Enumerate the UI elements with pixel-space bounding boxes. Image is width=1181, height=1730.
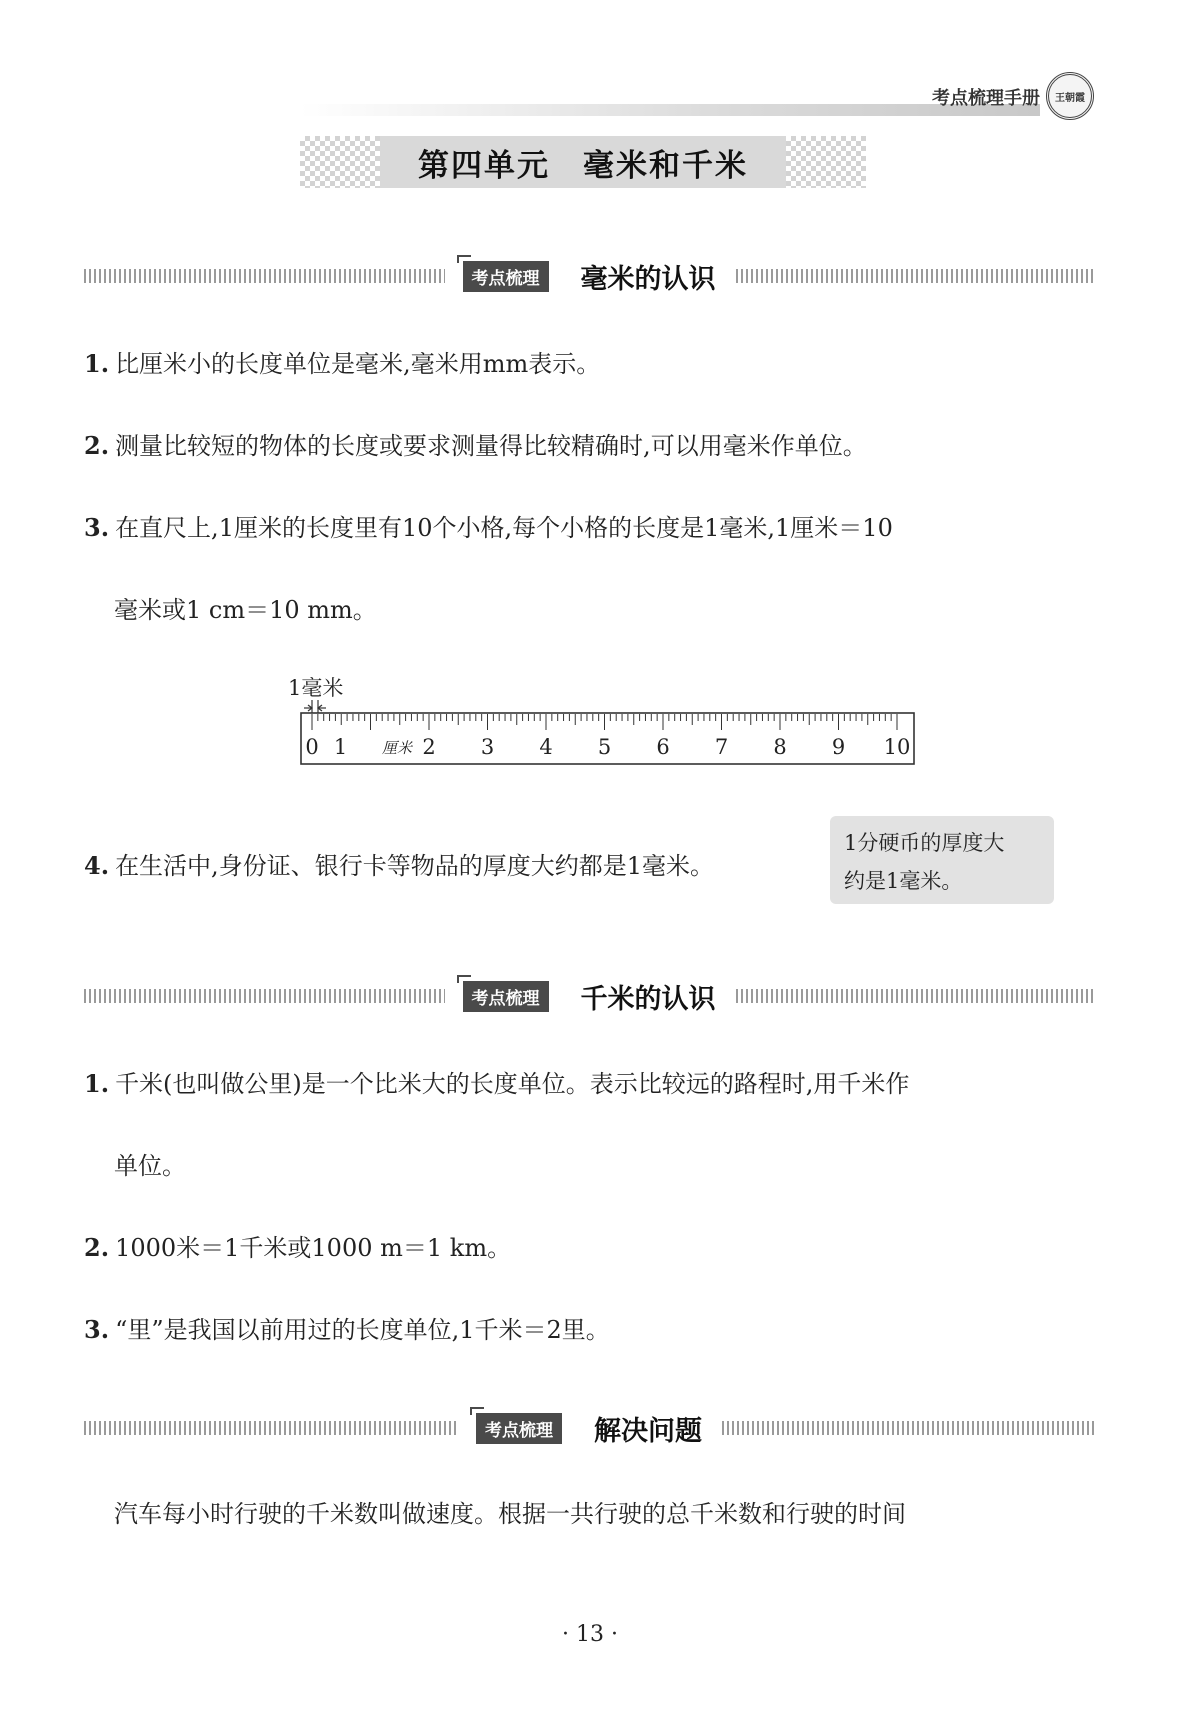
ruler-diagram [300, 660, 916, 766]
note-line: 约是1毫米。 [844, 869, 963, 893]
item-text: 比厘米小的长度单位是毫米,毫米用mm表示。 [115, 350, 601, 378]
mm-label: 1毫米 [288, 676, 344, 700]
ruler-number: 1 [333, 735, 348, 759]
item-text: 在生活中,身份证、银行卡等物品的厚度大约都是1毫米。 [115, 852, 714, 880]
ruler-number: 3 [480, 735, 495, 759]
list-item [84, 426, 1104, 461]
item-number: 4. [84, 851, 110, 880]
note-box [830, 816, 1054, 904]
dotted-rule [84, 269, 445, 283]
list-item [84, 344, 1104, 379]
unit-title-banner [300, 136, 866, 188]
section-title: 毫米的认识 [580, 263, 716, 295]
publisher-seal-logo [1046, 72, 1094, 120]
dotted-rule [736, 989, 1097, 1003]
item-number: 2. [84, 431, 110, 460]
item-number: 1. [84, 349, 110, 378]
ruler-number: 5 [597, 735, 612, 759]
manual-title: 考点梳理手册 [932, 88, 1040, 109]
section-head-mm [84, 256, 1096, 296]
item-number: 3. [84, 513, 110, 542]
ruler-number: 10 [883, 735, 911, 759]
list-item-continuation: 单位。 [114, 1152, 186, 1180]
section-tag: 考点梳理 [463, 261, 549, 292]
ruler-number: 6 [656, 735, 670, 759]
item-text: 测量比较短的物体的长度或要求测量得比较精确时,可以用毫米作单位。 [115, 432, 867, 460]
section-head-problem [84, 1408, 1096, 1448]
list-item [84, 1064, 1104, 1099]
dotted-rule [722, 1421, 1096, 1435]
dotted-rule [84, 989, 445, 1003]
item-text: 千米(也叫做公里)是一个比米大的长度单位。表示比较远的路程时,用千米作 [115, 1070, 910, 1098]
page-number: · 13 · [562, 1622, 618, 1647]
ruler-number: 0 [305, 735, 319, 759]
ruler-number: 9 [831, 735, 846, 759]
ruler-number: 7 [714, 735, 729, 759]
section-tag: 考点梳理 [476, 1413, 562, 1444]
section-title: 解决问题 [594, 1415, 702, 1447]
cm-label: 厘米 [382, 739, 413, 757]
section-tag: 考点梳理 [463, 981, 549, 1012]
item-number: 1. [84, 1069, 110, 1098]
ruler-number: 4 [539, 735, 553, 759]
list-item [84, 1310, 1104, 1345]
section-head-km [84, 976, 1096, 1016]
dotted-rule [736, 269, 1097, 283]
item-number: 2. [84, 1233, 110, 1262]
header-rule [300, 104, 1040, 116]
list-item-continuation: 毫米或1 cm＝10 mm。 [114, 596, 377, 624]
list-item [84, 1228, 1104, 1263]
seal-text: 王朝霞 [1055, 92, 1085, 104]
item-text: “里”是我国以前用过的长度单位,1千米＝2里。 [115, 1316, 610, 1344]
unit-title: 第四单元 毫米和千米 [380, 136, 786, 188]
item-text: 在直尺上,1厘米的长度里有10个小格,每个小格的长度是1毫米,1厘米＝10 [115, 514, 893, 542]
paragraph: 汽车每小时行驶的千米数叫做速度。根据一共行驶的总千米数和行驶的时间 [114, 1500, 906, 1528]
item-text: 1000米＝1千米或1000 m＝1 km。 [115, 1234, 512, 1262]
list-item [84, 508, 1104, 543]
dotted-rule [84, 1421, 458, 1435]
item-number: 3. [84, 1315, 110, 1344]
ruler-number: 8 [773, 735, 787, 759]
note-line: 1分硬币的厚度大 [844, 831, 1005, 855]
section-title: 千米的认识 [580, 983, 716, 1015]
ruler-number: 2 [422, 735, 436, 759]
